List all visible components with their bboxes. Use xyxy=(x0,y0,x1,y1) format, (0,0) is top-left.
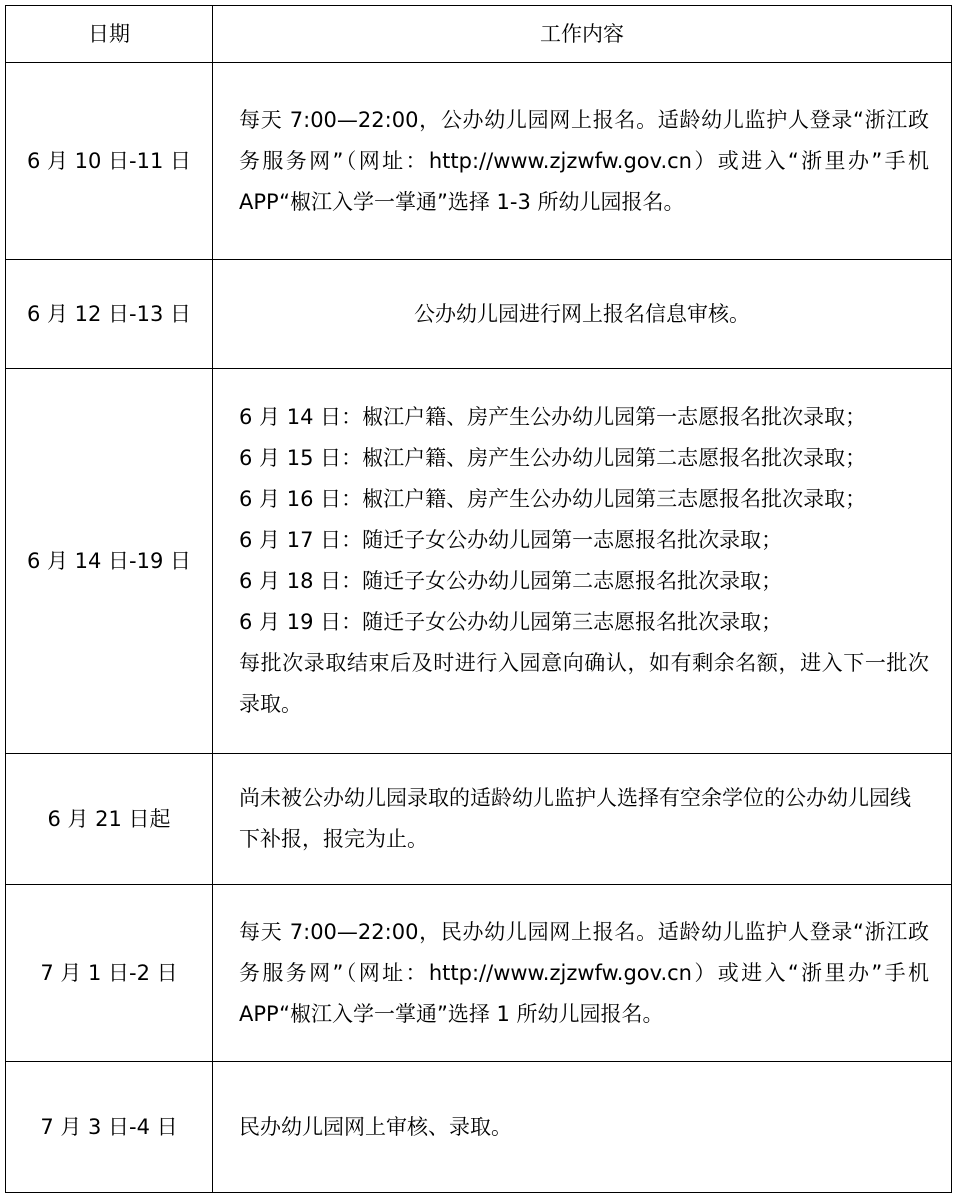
admission-batch-line: 6 月 14 日：椒江户籍、房产生公办幼儿园第一志愿报名批次录取； xyxy=(239,405,867,429)
table-row xyxy=(6,369,952,754)
admission-batch-line: 6 月 16 日：椒江户籍、房产生公办幼儿园第三志愿报名批次录取； xyxy=(239,487,867,511)
admission-batch-line: 6 月 15 日：椒江户籍、房产生公办幼儿园第二志愿报名批次录取； xyxy=(239,446,867,470)
row-content xyxy=(213,260,952,369)
table-row xyxy=(6,754,952,885)
row-content xyxy=(213,885,952,1062)
row-date: 6 月 21 日起 xyxy=(6,754,213,885)
row-content xyxy=(213,369,952,754)
row-date: 6 月 12 日-13 日 xyxy=(6,260,213,369)
admission-batch-line: 6 月 17 日：随迁子女公办幼儿园第一志愿报名批次录取； xyxy=(239,528,783,552)
row-date: 7 月 1 日-2 日 xyxy=(6,885,213,1062)
admission-batch-line: 6 月 19 日：随迁子女公办幼儿园第三志愿报名批次录取； xyxy=(239,610,783,634)
row-content xyxy=(213,63,952,260)
admission-note: 每批次录取结束后及时进行入园意向确认，如有剩余名额，进入下一批次录取。 xyxy=(239,651,929,716)
row-content-text: 每天 7:00—22:00，民办幼儿园网上报名。适龄幼儿监护人登录“浙江政务服务网”（网址：http://www.zjzwfw.gov.cn）或进入“浙里办”手机 APP“椒江入学一掌通”选择 1 所幼儿园报名。 xyxy=(239,919,929,1026)
row-content-text: 尚未被公办幼儿园录取的适龄幼儿监护人选择有空余学位的公办幼儿园线下补报，报完为止。 xyxy=(239,786,911,851)
row-date: 7 月 3 日-4 日 xyxy=(6,1062,213,1193)
row-content-text: 公办幼儿园进行网上报名信息审核。 xyxy=(414,301,750,326)
admission-batch-line: 6 月 18 日：随迁子女公办幼儿园第二志愿报名批次录取； xyxy=(239,569,783,593)
row-content xyxy=(213,1062,952,1193)
header-date: 日期 xyxy=(6,6,213,63)
row-content-text: 每天 7:00—22:00，公办幼儿园网上报名。适龄幼儿监护人登录“浙江政务服务网”（网址：http://www.zjzwfw.gov.cn）或进入“浙里办”手机 APP“椒江入学一掌通”选择 1-3 所幼儿园报名。 xyxy=(239,107,929,214)
header-content: 工作内容 xyxy=(213,6,952,63)
row-date: 6 月 10 日-11 日 xyxy=(6,63,213,260)
schedule-table xyxy=(5,5,952,1193)
row-content xyxy=(213,754,952,885)
table-row xyxy=(6,260,952,369)
row-date: 6 月 14 日-19 日 xyxy=(6,369,213,754)
table-header-row xyxy=(6,6,952,63)
table-row xyxy=(6,63,952,260)
table-row xyxy=(6,1062,952,1193)
row-content-text: 民办幼儿园网上审核、录取。 xyxy=(239,1114,512,1139)
table-row xyxy=(6,885,952,1062)
